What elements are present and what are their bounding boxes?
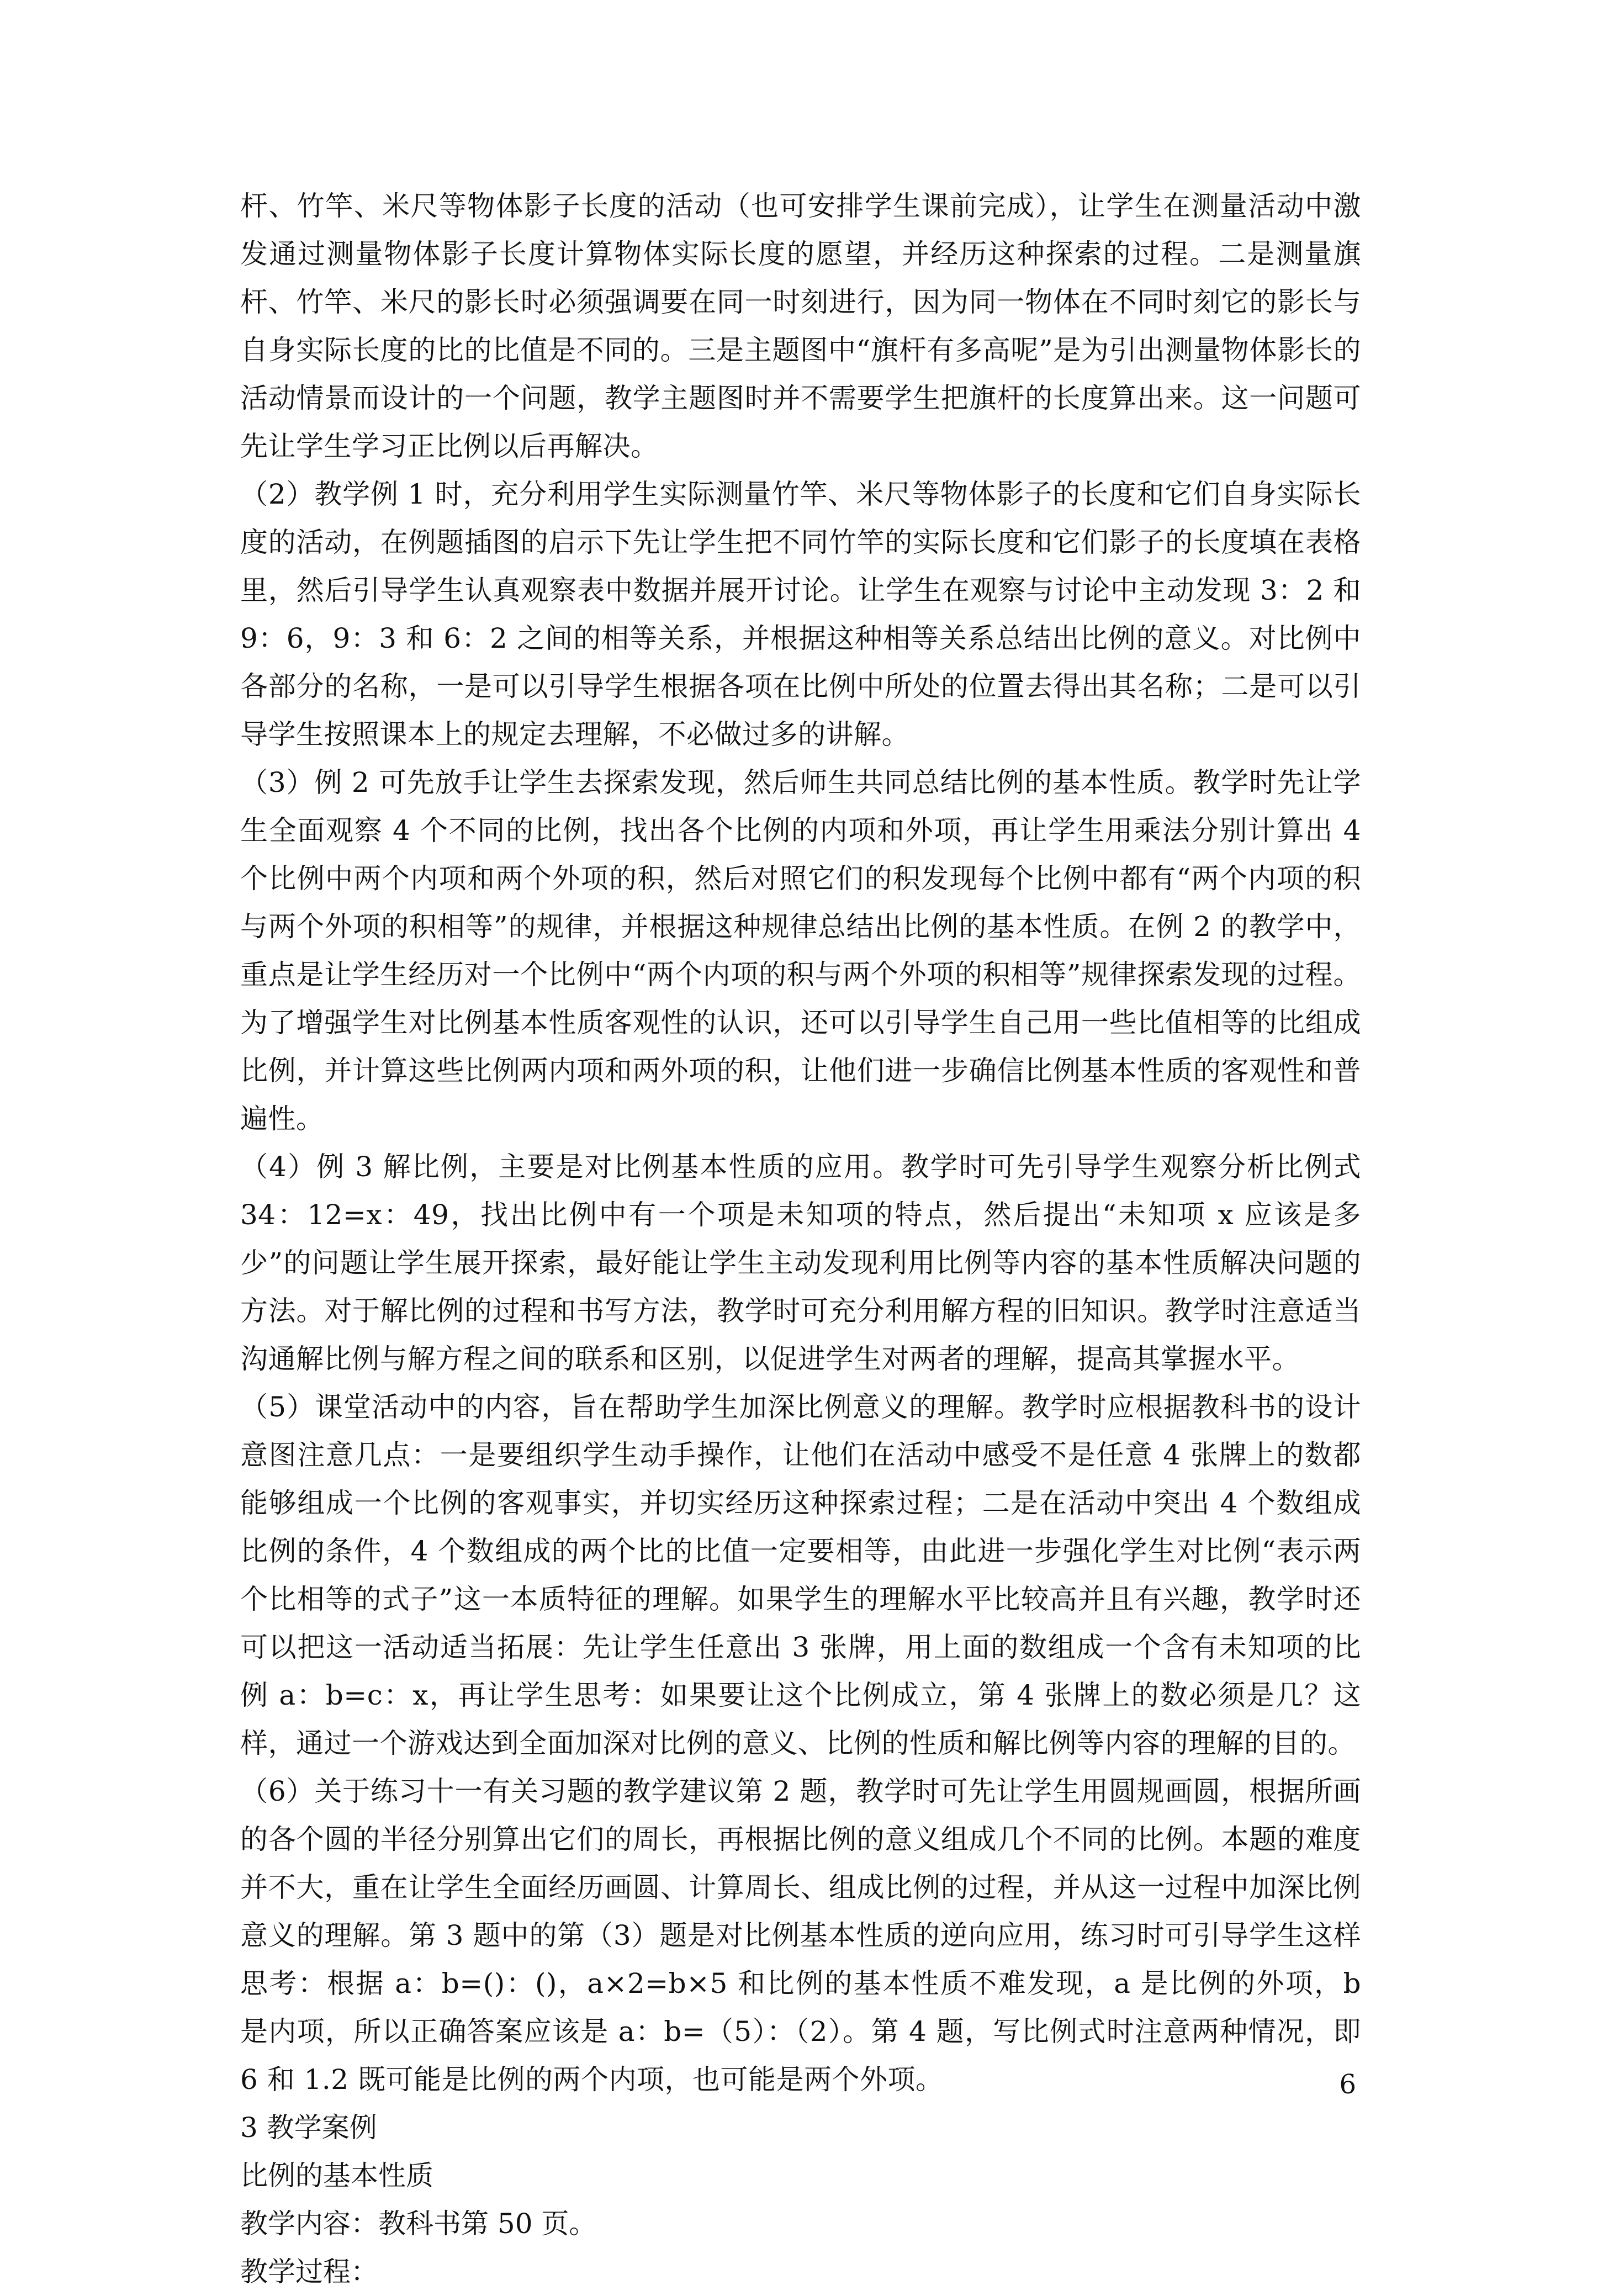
paragraph-3: （3）例 2 可先放手让学生去探索发现，然后师生共同总结比例的基本性质。教学时先让学生全面观察 4 个不同的比例，找出各个比例的内项和外项，再让学生用乘法分别计算出 4 个比例中两个内项和两个外项的积，然后对照它们的积发现每个比例中都有“两个内项的积与两个外项的积相等”的规律，并根据这种规律总结出比例的基本性质。在例 2 的教学中，重点是让学生经历对一个比例中“两个内项的积与两个外项的积相等”规律探索发现的过程。为了增强学生对比例基本性质客观性的认识，还可以引导学生自己用一些比值相等的比组成比例，并计算这些比例两内项和两外项的积，让他们进一步确信比例基本性质的客观性和普遍性。: [240, 766, 1361, 1135]
page-number: 6: [1339, 2069, 1356, 2100]
case-title: 比例的基本性质: [240, 2160, 433, 2192]
paragraph-1: 杆、竹竿、米尺等物体影子长度的活动（也可安排学生课前完成），让学生在测量活动中激发通过测量物体影子长度计算物体实际长度的愿望，并经历这种探索的过程。二是测量旗杆、竹竿、米尺的影长时必须强调要在同一时刻进行，因为同一物体在不同时刻它的影长与自身实际长度的比的比值是不同的。三是主题图中“旗杆有多高呢”是为引出测量物体影长的活动情景而设计的一个问题，教学主题图时并不需要学生把旗杆的长度算出来。这一问题可先让学生学习正比例以后再解决。: [240, 190, 1361, 462]
section-heading: 3 教学案例: [240, 2112, 377, 2144]
teaching-process: 教学过程：: [240, 2256, 378, 2288]
paragraph-4: （4）例 3 解比例，主要是对比例基本性质的应用。教学时可先引导学生观察分析比例式 34：12=x：49，找出比例中有一个项是未知项的特点，然后提出“未知项 x 应该是多少”的问题让学生展开探索，最好能让学生主动发现利用比例等内容的基本性质解决问题的方法。对于解比例的过程和书写方法，教学时可充分利用解方程的旧知识。教学时注意适当沟通解比例与解方程之间的联系和区别，以促进学生对两者的理解，提高其掌握水平。: [240, 1151, 1361, 1375]
teaching-content: 教学内容：教科书第 50 页。: [240, 2208, 597, 2240]
paragraph-2: （2）教学例 1 时，充分利用学生实际测量竹竿、米尺等物体影子的长度和它们自身实际长度的活动，在例题插图的启示下先让学生把不同竹竿的实际长度和它们影子的长度填在表格里，然后引导学生认真观察表中数据并展开讨论。让学生在观察与讨论中主动发现 3：2 和 9：6，9：3 和 6：2 之间的相等关系，并根据这种相等关系总结出比例的意义。对比例中各部分的名称，一是可以引导学生根据各项在比例中所处的位置去得出其名称；二是可以引导学生按照课本上的规定去理解，不必做过多的讲解。: [240, 478, 1361, 750]
document-body: [240, 182, 1361, 2296]
paragraph-6: （6）关于练习十一有关习题的教学建议第 2 题，教学时可先让学生用圆规画圆，根据所画的各个圆的半径分别算出它们的周长，再根据比例的意义组成几个不同的比例。本题的难度并不大，重在让学生全面经历画圆、计算周长、组成比例的过程，并从这一过程中加深比例意义的理解。第 3 题中的第（3）题是对比例基本性质的逆向应用，练习时可引导学生这样思考：根据 a：b=()：()，a×2=b×5 和比例的基本性质不难发现，a 是比例的外项，b 是内项，所以正确答案应该是 a：b=（5）：（2）。第 4 题，写比例式时注意两种情况，即 6 和 1.2 既可能是比例的两个内项，也可能是两个外项。: [240, 1775, 1361, 2096]
paragraph-5: （5）课堂活动中的内容，旨在帮助学生加深比例意义的理解。教学时应根据教科书的设计意图注意几点：一是要组织学生动手操作，让他们在活动中感受不是任意 4 张牌上的数都能够组成一个比例的客观事实，并切实经历这种探索过程；二是在活动中突出 4 个数组成比例的条件，4 个数组成的两个比的比值一定要相等，由此进一步强化学生对比例“表示两个比相等的式子”这一本质特征的理解。如果学生的理解水平比较高并且有兴趣，教学时还可以把这一活动适当拓展：先让学生任意出 3 张牌，用上面的数组成一个含有未知项的比例 a：b=c：x，再让学生思考：如果要让这个比例成立，第 4 张牌上的数必须是几？这样，通过一个游戏达到全面加深对比例的意义、比例的性质和解比例等内容的理解的目的。: [240, 1391, 1361, 1759]
